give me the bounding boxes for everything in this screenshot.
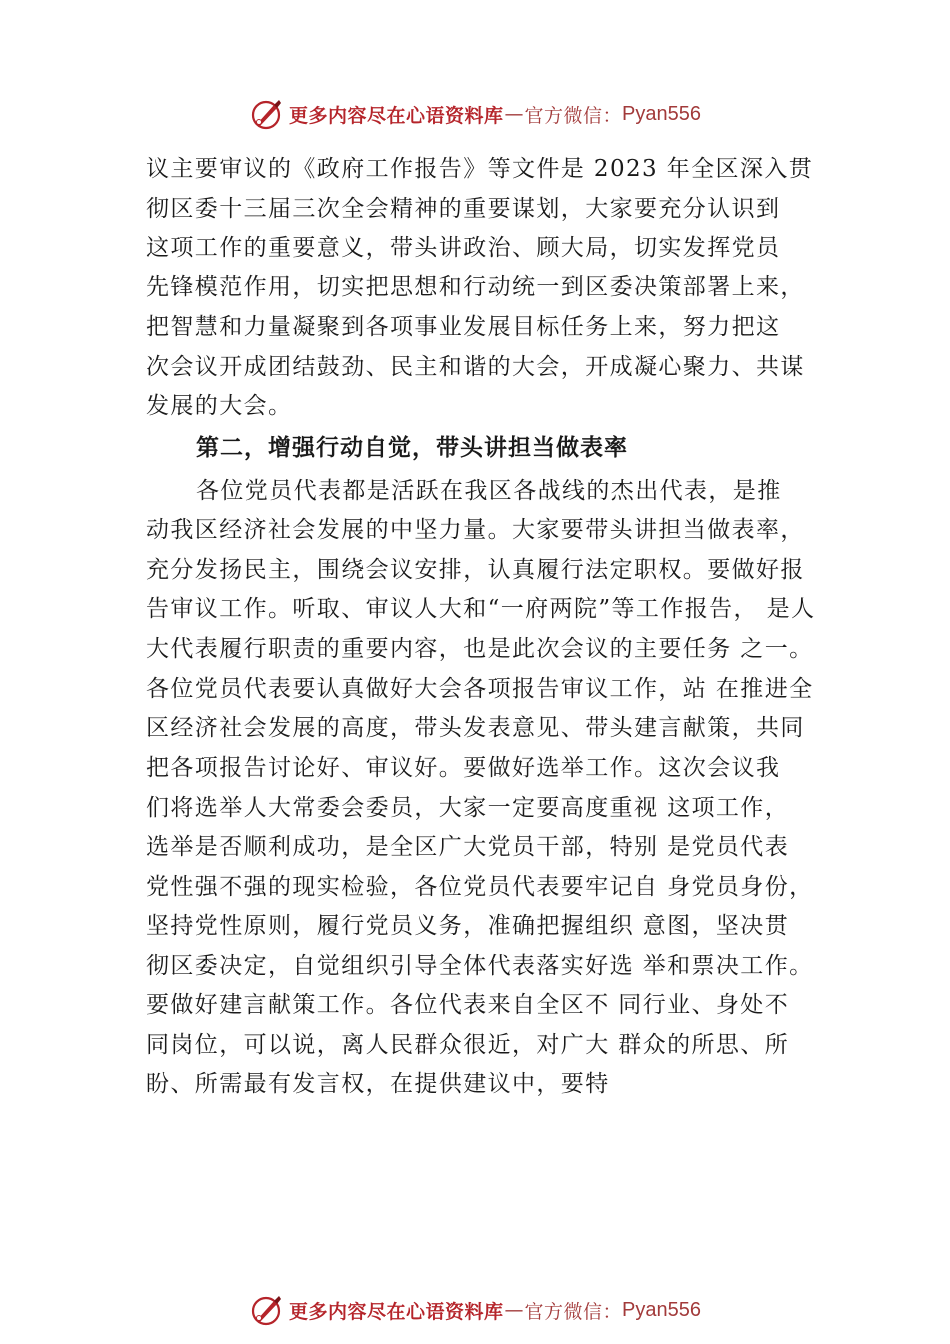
body-line: 把智慧和力量凝聚到各项事业发展目标任务上来，努力把这 xyxy=(146,314,781,340)
body-line: 要做好建言献策工作。各位代表来自全区不 同行业、身处不 xyxy=(146,992,790,1018)
body-line: 议主要审议的《政府工作报告》等文件是 2023 年全区深入贯 xyxy=(146,156,814,182)
body-line: 选举是否顺利成功，是全区广大党员干部，特别 是党员代表 xyxy=(146,834,790,860)
banner-dash: — xyxy=(504,1299,524,1321)
body-line: 彻区委十三届三次全会精神的重要谋划，大家要充分认识到 xyxy=(146,196,781,222)
body-line: 把各项报告讨论好、审议好。要做好选举工作。这次会议我 xyxy=(146,755,781,781)
header-banner xyxy=(0,94,950,134)
body-line: 党性强不强的现实检验，各位党员代表要牢记自 身党员身份， xyxy=(146,874,814,900)
body-line: 盼、所需最有发言权，在提供建议中，要特 xyxy=(146,1071,610,1097)
body-line: 同岗位，可以说，离人民群众很近，对广大 群众的所思、所 xyxy=(146,1032,790,1058)
body-line: 动我区经济社会发展的中坚力量。大家要带头讲担当做表率， xyxy=(146,517,805,543)
body-line: 充分发扬民主，围绕会议安排，认真履行法定职权。要做好报 xyxy=(146,557,805,583)
body-line: 各位党员代表要认真做好大会各项报告审议工作，站 在推进全 xyxy=(146,676,814,702)
body-line: 告审议工作。听取、审议人大和“一府两院”等工作报告， 是人 xyxy=(146,596,816,622)
banner-wechat-id: Pyan556 xyxy=(622,1298,701,1321)
banner-title: 更多内容尽在心语资料库 xyxy=(289,1300,504,1323)
pen-circle-logo-icon xyxy=(249,1292,285,1328)
body-line: 各位党员代表都是活跃在我区各战线的杰出代表，是推 xyxy=(196,478,782,504)
pen-circle-logo-icon xyxy=(249,96,285,132)
body-line: 发展的大会。 xyxy=(146,393,293,419)
body-line: 次会议开成团结鼓劲、民主和谐的大会，开成凝心聚力、共谋 xyxy=(146,354,805,380)
banner-dash: — xyxy=(504,103,524,125)
body-line: 区经济社会发展的高度，带头发表意见、带头建言献策，共同 xyxy=(146,715,805,741)
section-heading: 第二，增强行动自觉，带头讲担当做表率 xyxy=(196,435,628,461)
body-line: 坚持党性原则，履行党员义务，准确把握组织 意图，坚决贯 xyxy=(146,913,790,939)
footer-banner xyxy=(0,1290,950,1330)
banner-wechat-label: 官方微信： xyxy=(524,1300,623,1323)
body-line: 们将选举人大常委会委员，大家一定要高度重视 这项工作， xyxy=(146,795,790,821)
banner-wechat-id: Pyan556 xyxy=(622,102,701,125)
body-line: 彻区委决定，自觉组织引导全体代表落实好选 举和票决工作。 xyxy=(146,953,814,979)
body-line: 这项工作的重要意义，带头讲政治、顾大局，切实发挥党员 xyxy=(146,235,781,261)
banner-wechat-label: 官方微信： xyxy=(524,104,623,127)
body-line: 大代表履行职责的重要内容，也是此次会议的主要任务 之一。 xyxy=(146,636,814,662)
body-line: 先锋模范作用，切实把思想和行动统一到区委决策部署上来， xyxy=(146,274,805,300)
banner-title: 更多内容尽在心语资料库 xyxy=(289,104,504,127)
